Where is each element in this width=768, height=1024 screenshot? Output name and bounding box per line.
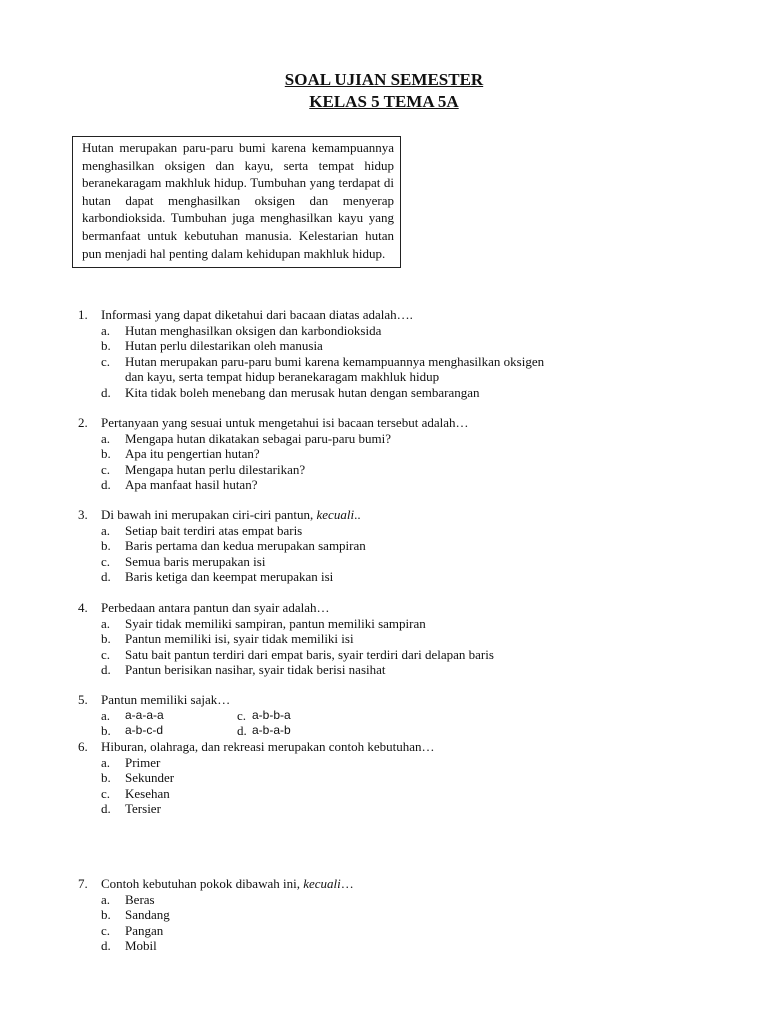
option-c xyxy=(78,554,718,570)
option-d xyxy=(78,662,718,678)
option-letter: b. xyxy=(101,538,111,553)
question-text: Perbedaan antara pantun dan syair adalah… xyxy=(101,600,330,615)
option-c xyxy=(237,708,291,724)
option-letter: c. xyxy=(101,353,111,369)
option-text: Pangan xyxy=(125,922,164,938)
option-d xyxy=(78,477,718,493)
option-c xyxy=(78,647,718,663)
question-4 xyxy=(78,600,718,678)
option-letter: d. xyxy=(101,384,111,400)
question-text: Di bawah ini merupakan ciri-ciri pantun, xyxy=(101,507,314,522)
option-b xyxy=(78,631,718,647)
reading-passage-box xyxy=(72,136,401,268)
option-c xyxy=(78,786,718,802)
option-b xyxy=(78,770,718,786)
option-letter: b. xyxy=(101,446,111,461)
option-letter: a. xyxy=(101,522,111,538)
option-b xyxy=(101,723,237,739)
option-letter: b. xyxy=(101,907,111,922)
option-b xyxy=(78,907,718,923)
question-number: 4. xyxy=(78,600,88,615)
option-text: Hutan merupakan paru-paru bumi karena kemampuannya menghasilkan oksigen dan kayu, serta tempat hidup beranekaragam makhluk hidup xyxy=(125,353,545,384)
question-text: Informasi yang dapat diketahui dari bacaan diatas adalah…. xyxy=(101,307,413,322)
option-a xyxy=(78,323,718,339)
option-text: Apa manfaat hasil hutan? xyxy=(125,477,258,492)
option-d xyxy=(237,723,291,739)
exam-title: SOAL UJIAN SEMESTER xyxy=(284,70,484,89)
question-2 xyxy=(78,415,718,493)
option-text: Hutan perlu dilestarikan oleh manusia xyxy=(125,338,323,353)
option-text: Apa itu pengertian hutan? xyxy=(125,446,260,461)
option-letter: c. xyxy=(101,922,111,938)
option-text: Tersier xyxy=(125,801,161,816)
option-text: Syair tidak memiliki sampiran, pantun memiliki sampiran xyxy=(125,615,426,631)
question-suffix: … xyxy=(340,876,354,891)
option-letter: d. xyxy=(101,662,111,677)
question-number: 5. xyxy=(78,692,88,707)
option-text: a-a-a-a xyxy=(125,707,164,722)
option-letter: b. xyxy=(101,723,111,738)
option-b xyxy=(78,446,718,462)
option-text: Baris ketiga dan keempat merupakan isi xyxy=(125,569,334,584)
option-c xyxy=(78,923,718,939)
option-text: Kesehan xyxy=(125,785,170,801)
option-text: Hutan menghasilkan oksigen dan karbondioksida xyxy=(125,322,382,338)
option-a xyxy=(101,708,237,724)
option-letter: c. xyxy=(237,707,247,723)
option-letter: b. xyxy=(101,338,111,353)
option-text: Mengapa hutan perlu dilestarikan? xyxy=(125,461,306,477)
option-d xyxy=(78,938,718,954)
option-letter: d. xyxy=(101,801,111,816)
option-letter: a. xyxy=(101,754,111,770)
option-letter: a. xyxy=(101,615,111,631)
reading-passage-text: Hutan merupakan paru-paru bumi karena kemampuannya menghasilkan oksigen dan kayu, serta tempat hidup beranekaragam makhluk hidup. Tumbuhan yang terdapat di hutan dapat menghasilkan oksigen dan menyerap karbondioksida. Tumbuhan juga menghasilkan kayu yang bermanfaat untuk kebutuhan manusia. Kelestarian hutan pun menjadi hal penting dalam kehidupan makhluk hidup. xyxy=(82,140,394,261)
option-letter: d. xyxy=(101,477,111,492)
option-text: Semua baris merupakan isi xyxy=(125,553,266,569)
question-text: Contoh kebutuhan pokok dibawah ini, xyxy=(101,876,300,891)
option-c xyxy=(78,354,718,385)
option-text: a-b-b-a xyxy=(252,707,291,722)
option-letter: b. xyxy=(101,631,111,646)
option-text: Primer xyxy=(125,754,161,770)
option-a xyxy=(78,523,718,539)
option-text: a-b-a-b xyxy=(252,723,291,737)
question-7 xyxy=(78,876,718,954)
option-b xyxy=(78,538,718,554)
option-letter: c. xyxy=(101,785,111,801)
option-letter: a. xyxy=(101,891,111,907)
question-number: 1. xyxy=(78,307,88,322)
option-text: Satu bait pantun terdiri dari empat baris, syair terdiri dari delapan baris xyxy=(125,646,494,662)
option-d xyxy=(78,385,718,401)
question-text: Pantun memiliki sajak… xyxy=(101,692,231,707)
option-row xyxy=(78,708,718,724)
option-c xyxy=(78,462,718,478)
question-emphasis: kecuali xyxy=(303,876,341,891)
option-text: Mengapa hutan dikatakan sebagai paru-paru bumi? xyxy=(125,430,392,446)
question-emphasis: kecuali xyxy=(316,507,355,522)
option-letter: d. xyxy=(101,569,111,584)
option-text: Sekunder xyxy=(125,770,175,785)
option-letter: d. xyxy=(101,938,111,953)
option-letter: c. xyxy=(101,646,111,662)
option-d xyxy=(78,801,718,817)
option-text: Pantun memiliki isi, syair tidak memiliki isi xyxy=(125,631,354,646)
option-text: a-b-c-d xyxy=(125,723,164,737)
option-a xyxy=(78,616,718,632)
option-a xyxy=(78,431,718,447)
option-text: Beras xyxy=(125,891,155,907)
option-letter: a. xyxy=(101,430,111,446)
exam-subtitle: KELAS 5 TEMA 5A xyxy=(309,92,459,111)
option-text: Kita tidak boleh menebang dan merusak hutan dengan sembarangan xyxy=(125,384,480,400)
option-row xyxy=(78,723,718,739)
question-5 xyxy=(78,692,718,739)
option-letter: a. xyxy=(101,707,111,723)
option-letter: c. xyxy=(101,461,111,477)
question-3 xyxy=(78,507,718,585)
option-a xyxy=(78,892,718,908)
option-text: Sandang xyxy=(125,907,170,922)
option-d xyxy=(78,569,718,585)
question-text: Hiburan, olahraga, dan rekreasi merupakan contoh kebutuhan… xyxy=(101,739,435,754)
option-letter: b. xyxy=(101,770,111,785)
option-text: Baris pertama dan kedua merupakan sampiran xyxy=(125,538,366,553)
option-text: Setiap bait terdiri atas empat baris xyxy=(125,522,303,538)
question-number: 3. xyxy=(78,507,88,522)
question-number: 2. xyxy=(78,415,88,430)
option-b xyxy=(78,338,718,354)
question-text: Pertanyaan yang sesuai untuk mengetahui isi bacaan tersebut adalah… xyxy=(101,415,469,430)
option-letter: d. xyxy=(237,723,247,738)
option-letter: a. xyxy=(101,322,111,338)
question-1 xyxy=(78,307,718,400)
question-number: 7. xyxy=(78,876,88,891)
question-6 xyxy=(78,739,718,817)
option-a xyxy=(78,755,718,771)
question-suffix: .. xyxy=(354,507,361,522)
option-text: Mobil xyxy=(125,938,157,953)
option-text: Pantun berisikan nasihar, syair tidak berisi nasihat xyxy=(125,662,386,677)
option-letter: c. xyxy=(101,553,111,569)
question-number: 6. xyxy=(78,739,88,754)
